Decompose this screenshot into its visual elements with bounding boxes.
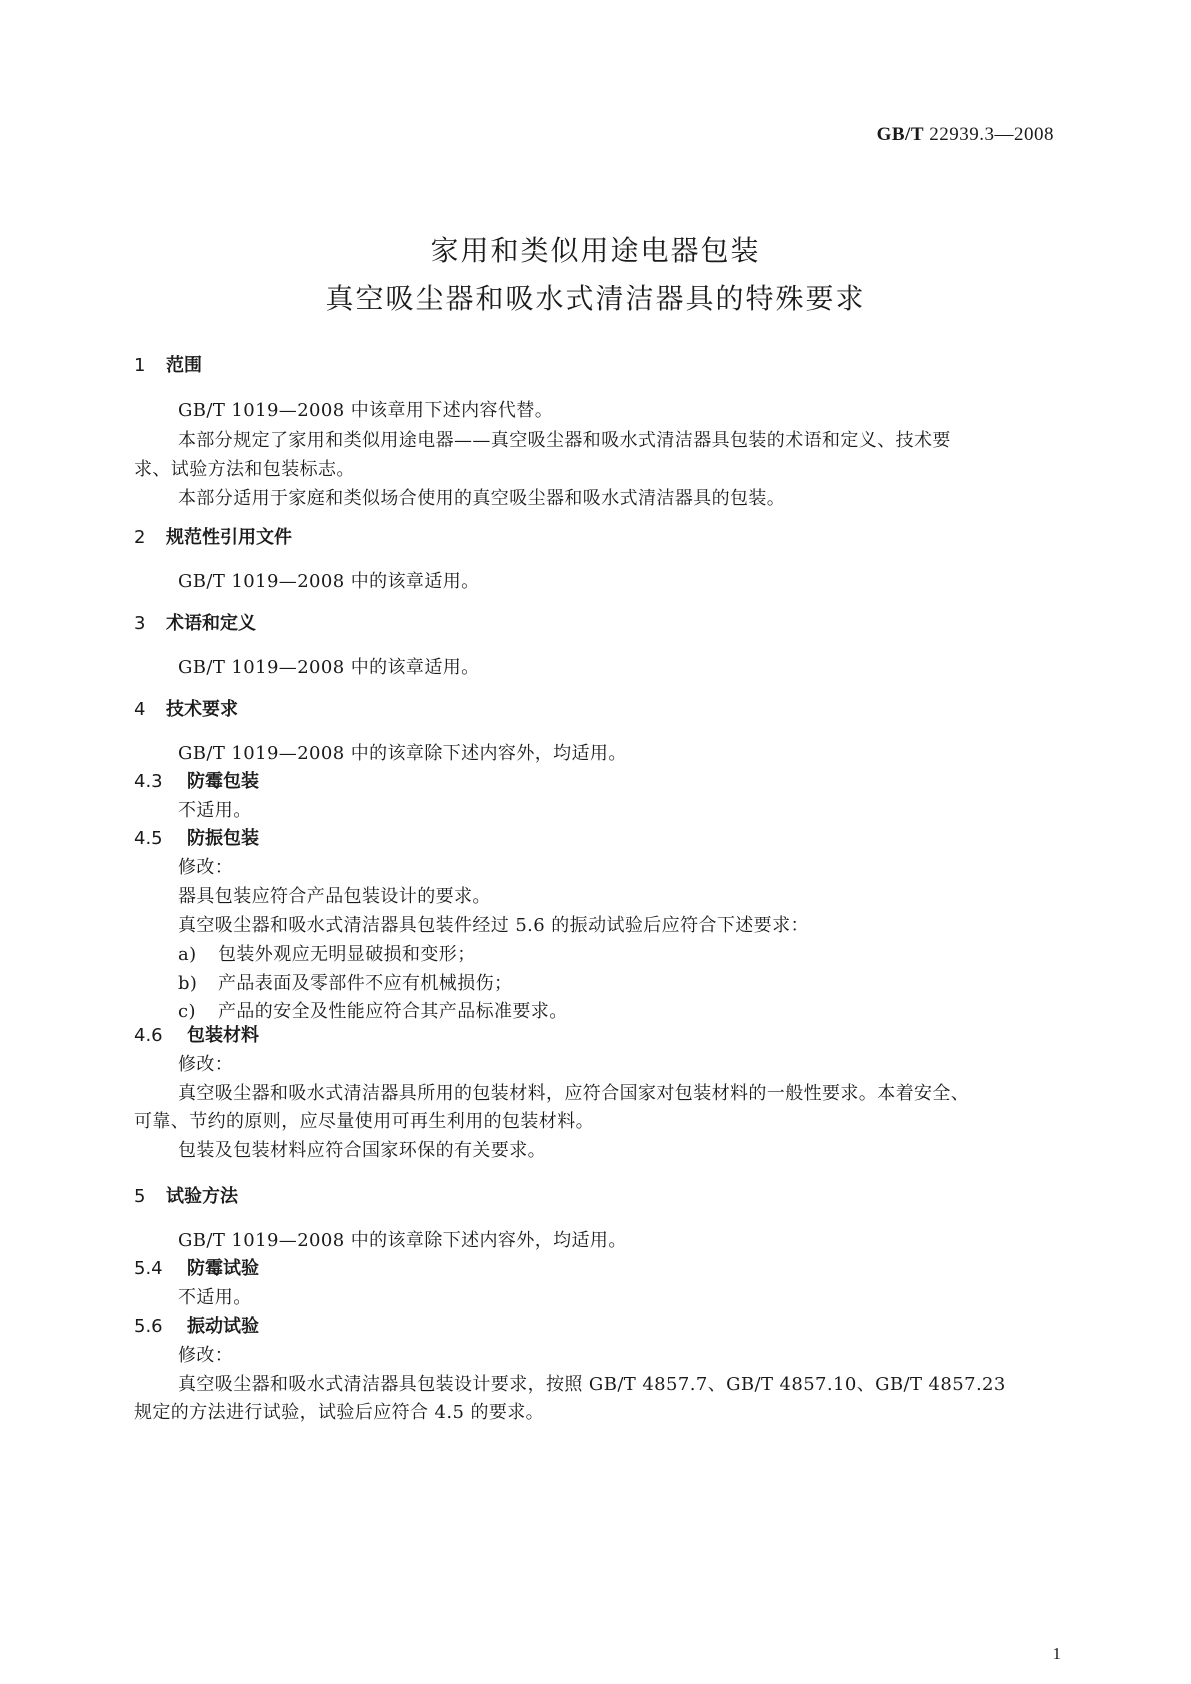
section-1-heading xyxy=(134,351,202,377)
subsection-number: 4.5 xyxy=(134,828,163,849)
list-item xyxy=(178,969,512,995)
subsection-5-4-paragraph-1: 不适用。 xyxy=(178,1287,252,1308)
standard-code-prefix: GB/T xyxy=(876,124,924,145)
standard-code xyxy=(877,124,1054,146)
section-4-paragraph-1: GB/T 1019—2008 中的该章除下述内容外，均适用。 xyxy=(178,743,627,764)
subsection-4-6-paragraph-1: 修改： xyxy=(178,1054,234,1075)
section-3-heading xyxy=(134,609,256,635)
subsection-number: 5.6 xyxy=(134,1316,163,1337)
section-number: 2 xyxy=(134,527,146,548)
document-title-line1: 家用和类似用途电器包装 xyxy=(430,234,761,267)
section-5-heading xyxy=(134,1182,238,1208)
list-marker: b) xyxy=(178,973,198,994)
subsection-title: 防振包装 xyxy=(187,828,259,849)
section-title: 范围 xyxy=(166,355,202,376)
subsection-number: 4.3 xyxy=(134,771,163,792)
subsection-4-3-heading xyxy=(134,767,259,793)
section-4-heading xyxy=(134,695,238,721)
standard-code-number: 22939.3—2008 xyxy=(929,124,1054,145)
section-1-paragraph-2-cont: 求、试验方法和包装标志。 xyxy=(134,459,355,480)
subsection-4-5-paragraph-2: 器具包装应符合产品包装设计的要求。 xyxy=(178,886,491,907)
subsection-title: 防霉包装 xyxy=(187,771,259,792)
subsection-4-5-paragraph-1: 修改： xyxy=(178,857,234,878)
subsection-4-6-paragraph-3: 包装及包装材料应符合国家环保的有关要求。 xyxy=(178,1140,546,1161)
section-number: 5 xyxy=(134,1186,146,1207)
subsection-title: 包装材料 xyxy=(187,1025,259,1046)
subsection-5-6-heading xyxy=(134,1312,259,1338)
list-item xyxy=(178,940,476,966)
subsection-4-5-paragraph-3: 真空吸尘器和吸水式清洁器具包装件经过 5.6 的振动试验后应符合下述要求： xyxy=(178,915,809,936)
section-1-paragraph-3: 本部分适用于家庭和类似场合使用的真空吸尘器和吸水式清洁器具的包装。 xyxy=(178,488,786,509)
subsection-5-6-paragraph-2-cont: 规定的方法进行试验，试验后应符合 4.5 的要求。 xyxy=(134,1402,545,1423)
section-5-paragraph-1: GB/T 1019—2008 中的该章除下述内容外，均适用。 xyxy=(178,1230,627,1251)
section-1-paragraph-2: 本部分规定了家用和类似用途电器——真空吸尘器和吸水式清洁器具包装的术语和定义、技术要 xyxy=(178,430,951,451)
section-2-heading xyxy=(134,523,292,549)
section-title: 术语和定义 xyxy=(166,613,256,634)
subsection-5-4-heading xyxy=(134,1254,259,1280)
subsection-4-5-heading xyxy=(134,824,259,850)
subsection-title: 防霉试验 xyxy=(187,1258,259,1279)
section-title: 技术要求 xyxy=(166,699,238,720)
section-title: 规范性引用文件 xyxy=(166,527,292,548)
subsection-5-6-paragraph-2: 真空吸尘器和吸水式清洁器具包装设计要求，按照 GB/T 4857.7、GB/T 4857.10、GB/T 4857.23 xyxy=(178,1374,1006,1395)
section-3-paragraph-1: GB/T 1019—2008 中的该章适用。 xyxy=(178,657,480,678)
subsection-number: 5.4 xyxy=(134,1258,163,1279)
page-number: 1 xyxy=(1052,1644,1061,1663)
subsection-number: 4.6 xyxy=(134,1025,163,1046)
section-1-paragraph-1: GB/T 1019—2008 中该章用下述内容代替。 xyxy=(178,400,554,421)
list-marker: a) xyxy=(178,944,197,965)
section-number: 4 xyxy=(134,699,146,720)
subsection-4-6-paragraph-2-cont: 可靠、节约的原则，应尽量使用可再生利用的包装材料。 xyxy=(134,1111,594,1132)
subsection-4-6-paragraph-2: 真空吸尘器和吸水式清洁器具所用的包装材料，应符合国家对包装材料的一般性要求。本着安全、 xyxy=(178,1083,970,1104)
section-number: 3 xyxy=(134,613,146,634)
list-item xyxy=(178,997,568,1023)
subsection-title: 振动试验 xyxy=(187,1316,259,1337)
subsection-5-6-paragraph-1: 修改： xyxy=(178,1345,234,1366)
section-number: 1 xyxy=(134,355,146,376)
subsection-4-3-paragraph-1: 不适用。 xyxy=(178,800,252,821)
subsection-4-6-heading xyxy=(134,1021,259,1047)
section-2-paragraph-1: GB/T 1019—2008 中的该章适用。 xyxy=(178,571,480,592)
section-title: 试验方法 xyxy=(166,1186,238,1207)
list-marker: c) xyxy=(178,1001,196,1022)
list-text: 包装外观应无明显破损和变形； xyxy=(218,944,476,965)
list-text: 产品的安全及性能应符合其产品标准要求。 xyxy=(218,1001,568,1022)
document-title-line2: 真空吸尘器和吸水式清洁器具的特殊要求 xyxy=(325,282,866,315)
list-text: 产品表面及零部件不应有机械损伤； xyxy=(218,973,513,994)
